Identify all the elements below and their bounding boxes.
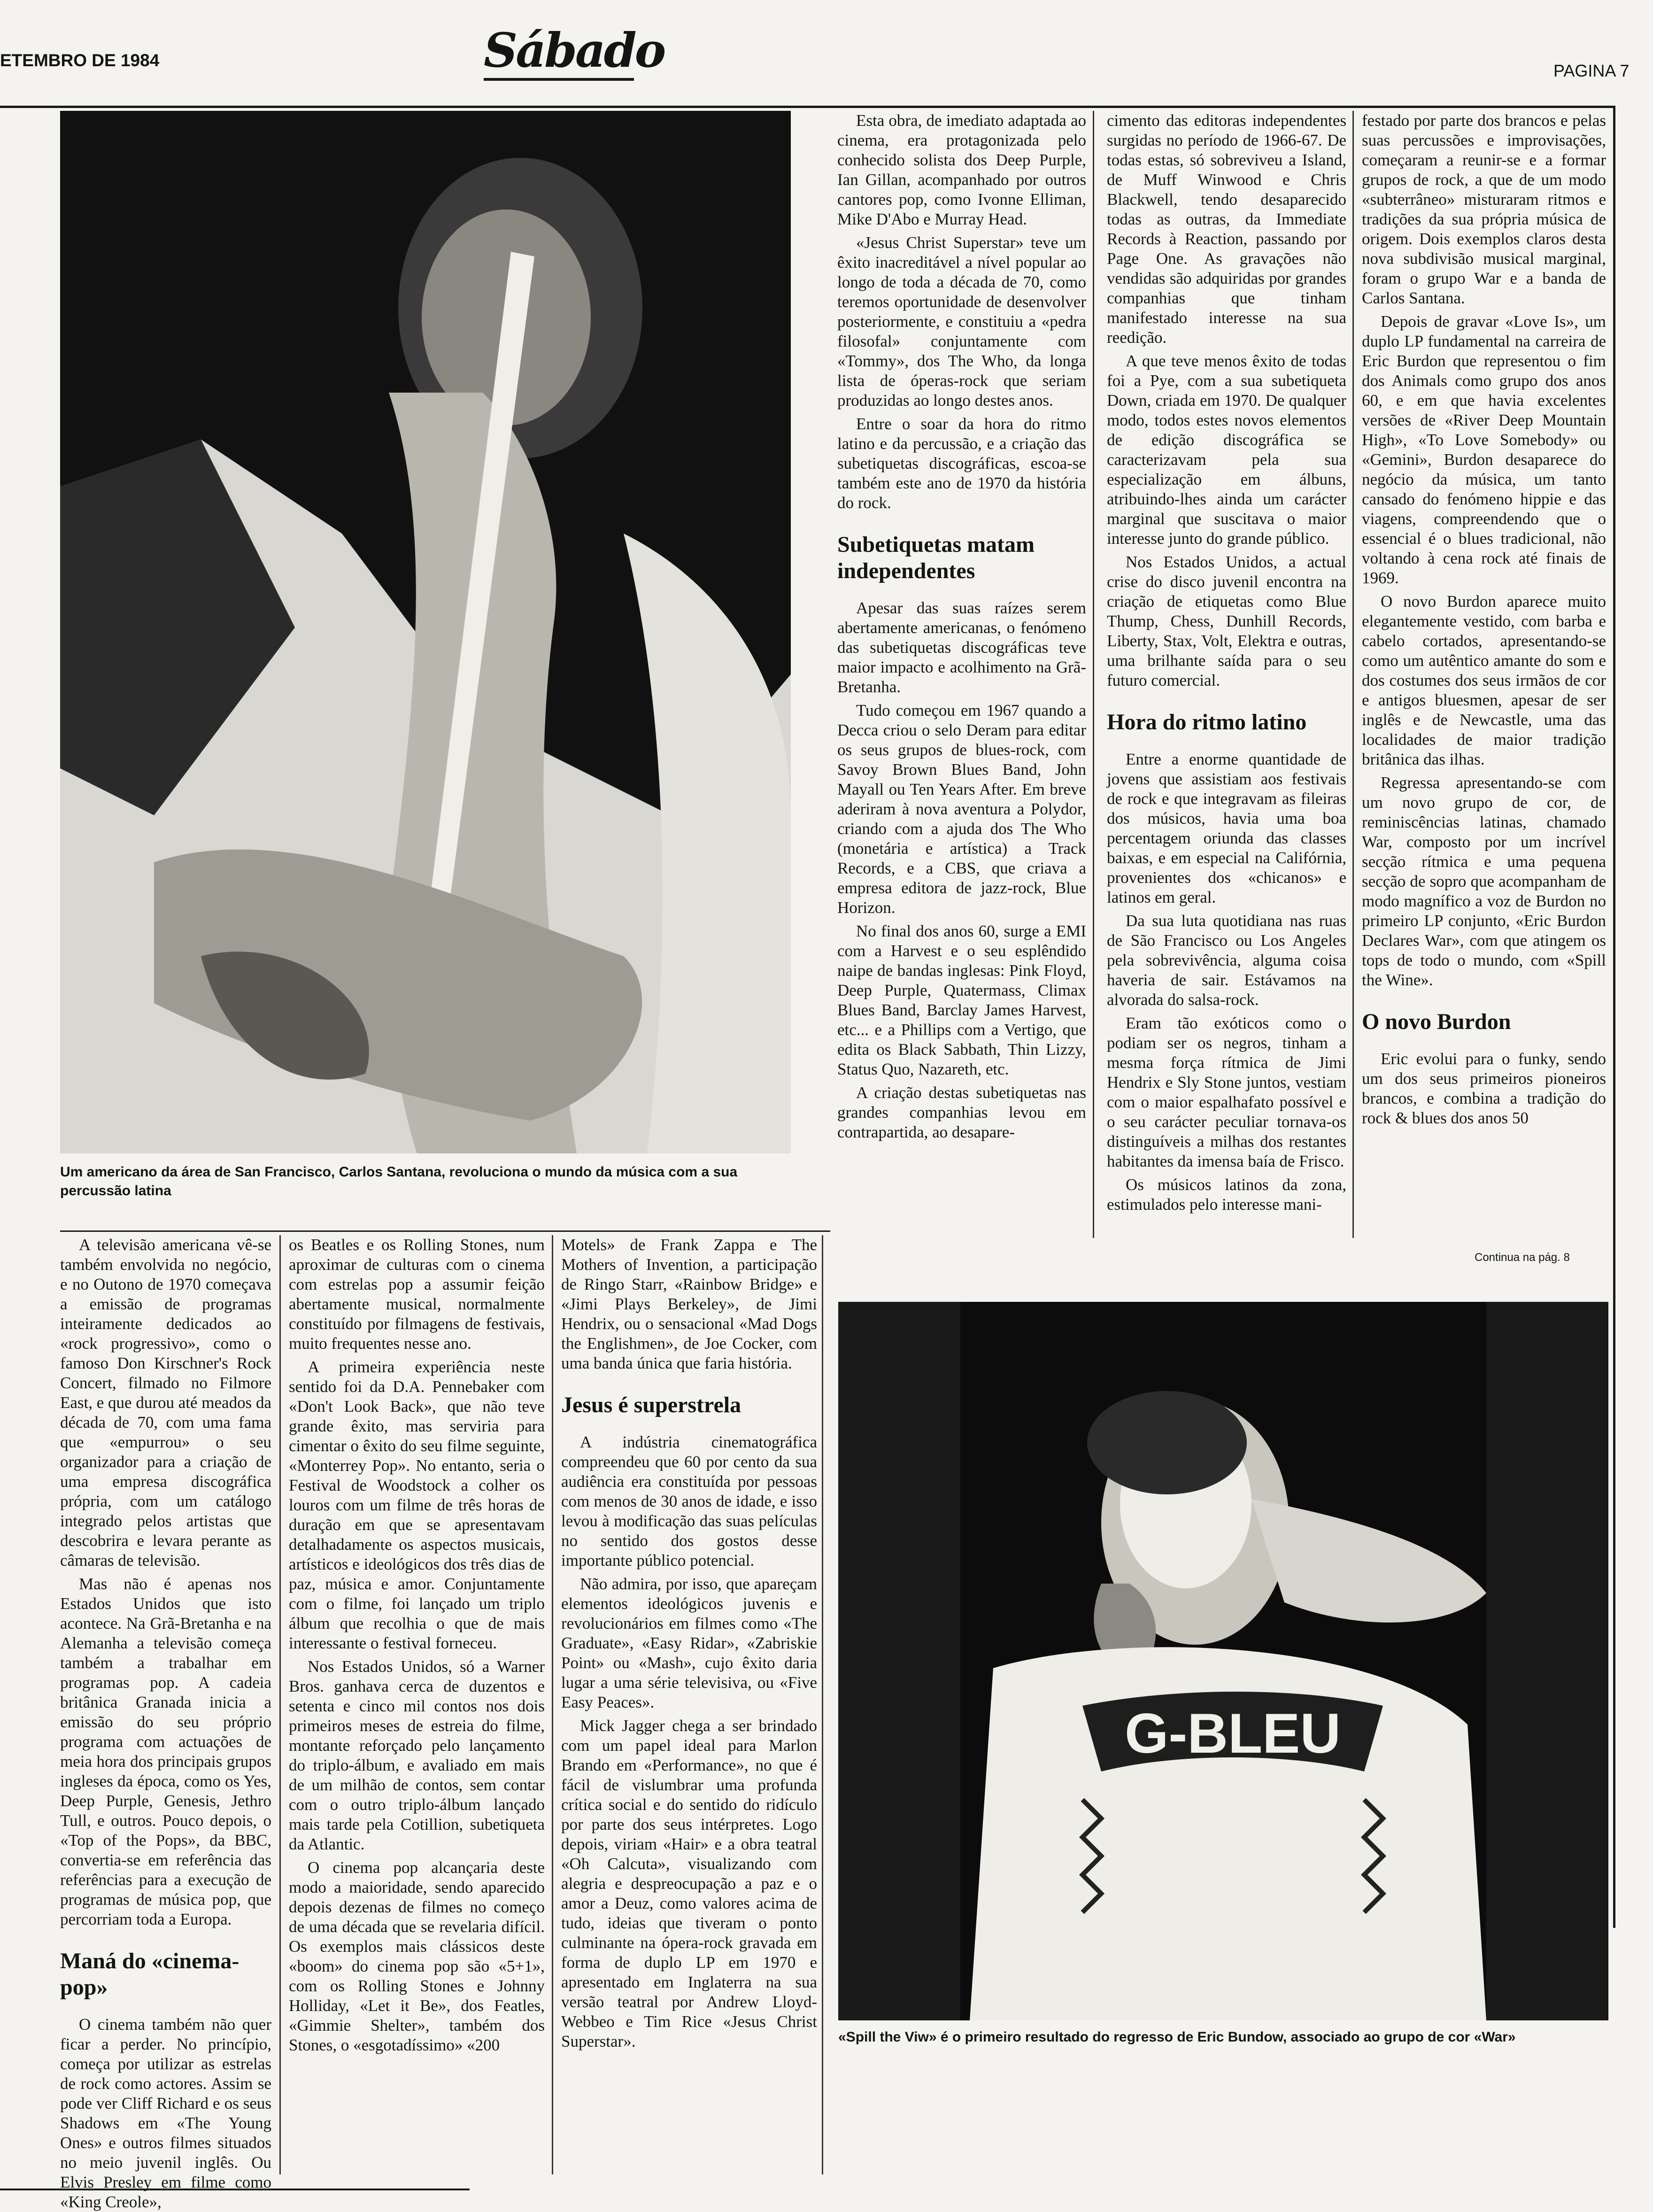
col-b-paragraph: Entre a enorme quantidade de jovens que assistiam aos festivais de rock e que integravam as fileiras dos músicos, havia uma boa percentagem oriunda das classes baixas, e em especial na Califórnia, provenientes dos «chicanos» e latinos em geral. xyxy=(1107,750,1346,906)
divider-1 xyxy=(1093,111,1094,1238)
col-a-paragraph: Entre o soar da hora do ritmo latino e da percussão, e a criação das subetiquetas discográficas, escoa-se também este ano de 1970 da história do rock. xyxy=(837,415,1086,512)
col-d-paragraph: O cinema também não quer ficar a perder. No princípio, começa por utilizar as estrelas de rock como actores. Assim se pode ver Cliff Richard e os seus Shadows em «The Young Ones» e outros filmes situados no meio juvenil inglês. Ou Elvis Presley em filme como «King Creole», xyxy=(60,2015,271,2211)
col-c-paragraph: O novo Burdon aparece muito elegantemente vestido, com barba e cabelo cortados, apresentando-se como um autêntico amante do som e dos costumes dos seus irmãos de cor e antigos bluesmen, apesar de ser inglês e de Newcastle, uma das localidades de maior tradição britânica das ilhas. xyxy=(1362,592,1606,768)
masthead-underline xyxy=(484,78,634,81)
col-f-paragraph: Motels» de Frank Zappa e The Mothers of Invention, a participação de Ringo Starr, «Rainbow Bridge» e «Jimi Plays Berkeley», de Jimi Hendrix, ou o sensacional «Mad Dogs the Englishmen», de Joe Cocker, com uma banda única que faria história. xyxy=(561,1236,817,1372)
santana-photo-graphic xyxy=(60,111,791,1153)
col-e-paragraph: Nos Estados Unidos, só a Warner Bros. ganhava cerca de duzentos e setenta e cinco mil contos nos dois primeiros meses de estreia do filme, montante reforçado pelo lançamento do triplo-álbum, e avaliado em mais de um milhão de contos, sem contar com o outro triplo-álbum lançado mais tarde pela Cotillion, subetiqueta da Atlantic. xyxy=(289,1657,545,1853)
col-e-paragraph: A primeira experiência neste sentido foi da D.A. Pennebaker com «Don't Look Back», que não teve grande êxito, mas serviria para cimentar o êxito do seu filme seguinte, «Monterrey Pop». No entanto, seria o Festival de Woodstock a colher os louros com um filme de três horas de duração em que se apresentavam detalhadamente os aspectos musicais, artísticos e ideológicos dos três dias de paz, música e amor. Conjuntamente com o filme, foi lançado um triplo álbum que recolhia o que de mais interessante o festival forneceu. xyxy=(289,1358,545,1652)
header-date: ETEMBRO DE 1984 xyxy=(0,51,160,70)
col-d-paragraph: Mas não é apenas nos Estados Unidos que isto acontece. Na Grã-Bretanha e na Alemanha a televisão começa também a trabalhar em programas pop. A cadeia britânica Granada inicia a emissão do seu próprio programa com actuações de meia hora dos principais grupos ingleses da época, como os Yes, Deep Purple, Genesis, Jethro Tull, e outros. Pouco depois, o «Top of the Pops», da BBC, convertia-se em referência das referências para a execução de programas de música pop, que percorriam toda a Europa. xyxy=(60,1575,271,1928)
divider-3 xyxy=(279,1235,281,2174)
col-b-paragraph: cimento das editoras independentes surgidas no período de 1966-67. De todas estas, só sobreviveu a Island, de Muff Winwood e Chris Blackwell, tendo desaparecido todas as outras, da Immediate Records à Reaction, passando por Page One. As gravações não vendidas são adquiridas por grandes companhias que tinham manifestado interesse na sua reedição. xyxy=(1107,111,1346,347)
col-a-paragraph: Apesar das suas raízes serem abertamente americanas, o fenómeno das subetiquetas discográficas teve maior impacto e acolhimento na Grã-Bretanha. xyxy=(837,599,1086,696)
frame-right-rule xyxy=(1613,106,1615,1928)
col-b-paragraph: A que teve menos êxito de todas foi a Pye, com a sua subetiqueta Down, criada em 1970. De qualquer modo, todos estes novos elementos de edição discográfica se caracterizavam pela sua especialização em álbuns, atribuindo-lhes ainda um carácter marginal que suscitava o maior interesse junto do grande público. xyxy=(1107,352,1346,548)
col-f-paragraph: Não admira, por isso, que apareçam elementos ideológicos juvenis e revolucionários em filmes como «The Graduate», «Easy Ridar», «Zabriskie Point» ou «Mash», cujo êxito daria lugar a uma série televisiva, ou «Five Easy Peaces». xyxy=(561,1575,817,1711)
masthead-logo: Sábado xyxy=(484,23,664,78)
divider-2 xyxy=(1352,111,1354,1238)
col-d-paragraph: A televisão americana vê-se também envolvida no negócio, e no Outono de 1970 começava a emissão de programas inteiramente dedicados ao «rock progressivo», como o famoso Don Kirschner's Rock Concert, filmado no Filmore East, e que durou até meados da década de 70, com uma fama que «empurrou» o seu organizador para a criação de uma empresa discográfica própria, com um catálogo integrado pelos artistas que descobrira e levara perante as câmaras de televisão. xyxy=(60,1236,271,1570)
article-column-e xyxy=(289,1235,545,2179)
eric-burdon-photo-graphic xyxy=(838,1302,1608,2020)
santana-photo xyxy=(60,111,791,1153)
mid-rule xyxy=(60,1230,830,1232)
page-number: PAGINA 7 xyxy=(1553,61,1630,80)
col-c-paragraph: festado por parte dos brancos e pelas suas percussões e improvisações, começaram a reunir-se e a formar grupos de rock, a que de um modo «subterrâneo» misturaram ritmos e tradições da sua própria música de origem. Dois exemplos claros desta nova subdivisão musical marginal, foram o grupo War e a banda de Carlos Santana. xyxy=(1362,111,1606,307)
col-f-paragraph: Mick Jagger chega a ser brindado com um papel ideal para Marlon Brando em «Performance», no que é fácil de vislumbrar uma profunda crítica social e do sentido do ridículo por parte dos seus intérpretes. Logo depois, viriam «Hair» e a obra teatral «Oh Calcuta», visualizando com alegria e despreocupação a paz e o amor a Deuz, como valores acima de tudo, ideias que tiveram o ponto culminante na ópera-rock gravada em forma de duplo LP em 1970 e apresentado em Inglaterra na sua versão teatral por Andrew Lloyd-Webbeo e Tim Rice «Jesus Christ Superstar». xyxy=(561,1717,817,2050)
heading-novo-burdon: O novo Burdon xyxy=(1362,1009,1511,1034)
col-a-paragraph: Tudo começou em 1967 quando a Decca criou o selo Deram para editar os seus grupos de blues-rock, com Savoy Brown Blues Band, John Mayall ou Ten Years After. Em breve aderiram à nova aventura a Polydor, criando com a ajuda dos The Who (monetária e artística) a Track Records, e a CBS, que criava a empresa editora de jazz-rock, Blue Horizon. xyxy=(837,701,1086,917)
burdon-caption: «Spill the Viw» é o primeiro resultado do regresso de Eric Bundow, associado ao grupo de cor «War» xyxy=(838,2029,1516,2045)
article-column-f xyxy=(561,1235,817,2179)
eric-burdon-photo xyxy=(838,1302,1608,2020)
article-column-c xyxy=(1362,111,1606,1233)
col-b-paragraph: Nos Estados Unidos, a actual crise do disco juvenil encontra na criação de etiquetas como Blue Thump, Chess, Dunhill Records, Liberty, Stax, Volt, Elektra e outras, uma brilhante saída para o seu futuro comercial. xyxy=(1107,553,1346,689)
col-b-paragraph: Os músicos latinos da zona, estimulados pelo interesse mani- xyxy=(1107,1176,1346,1214)
col-c-paragraph: Depois de gravar «Love Is», um duplo LP fundamental na carreira de Eric Burdon que representou o fim dos Animals como grupo dos anos 60, e em que havia excelentes versões de «River Deep Mountain High», «To Love Somebody» ou «Gemini», Burdon desaparece do negócio da música, um tanto cansado do fenómeno hippie e das viagens, compreendendo que o essencial é o blues tradicional, não voltando à cena rock até finais de 1969. xyxy=(1362,312,1606,587)
heading-jesus-superstrela: Jesus é superstrela xyxy=(561,1392,742,1417)
article-column-d xyxy=(60,1235,271,2211)
heading-mana-cinema-pop: Maná do «cinema-pop» xyxy=(60,1949,239,2000)
col-f-paragraph: A indústria cinematográfica compreendeu que 60 por cento da sua audiência era constituída por pessoas com menos de 30 anos de idade, e isso levou à modificação das suas películas no sentido dos gostos desse importante público potencial. xyxy=(561,1433,817,1570)
col-a-paragraph: «Jesus Christ Superstar» teve um êxito inacreditável a nível popular ao longo de toda a década de 70, como teremos oportunidade de desenvolver posteriormente, e constituiu a «pedra filosofal» conjuntamente com «Tommy», dos The Who, da longa lista de óperas-rock que seriam produzidas ao longo destes anos. xyxy=(837,233,1086,410)
top-rule xyxy=(0,106,1615,108)
article-column-a xyxy=(837,111,1086,1243)
col-b-paragraph: Eram tão exóticos como o podiam ser os negros, tinham a mesma força rítmica de Jimi Hendrix e Sly Stone juntos, vestiam com o maior espalhafato possível e o seu carácter peculiar tornava-os distinguíveis a milhas dos restantes habitantes da imensa baía de Frisco. xyxy=(1107,1014,1346,1170)
heading-subetiquetas: Subetiquetas matam independentes xyxy=(837,532,1035,583)
col-b-paragraph: Da sua luta quotidiana nas ruas de São Francisco ou Los Angeles pela sobrevivência, alguma coisa haveria de sair. Estávamos na alvorada do salsa-rock. xyxy=(1107,912,1346,1009)
col-e-paragraph: os Beatles e os Rolling Stones, num aproximar de culturas com o cinema com estrelas pop a assumir feição abertamente musical, normalmente constituído por filmagens de festivais, muito frequentes nesse ano. xyxy=(289,1236,545,1353)
shirt-lettering: G-BLEU xyxy=(1125,1702,1341,1765)
heading-hora-ritmo-latino: Hora do ritmo latino xyxy=(1107,710,1307,735)
divider-4 xyxy=(552,1235,553,2174)
col-c-paragraph: Eric evolui para o funky, sendo um dos seus primeiros pioneiros brancos, e combina a tradição do rock & blues dos anos 50 xyxy=(1362,1050,1606,1127)
santana-caption: Um americano da área de San Francisco, Carlos Santana, revoluciona o mundo da música com a sua percussão latina xyxy=(60,1164,738,1199)
continued-note: Continua na pág. 8 xyxy=(1475,1251,1570,1264)
divider-5 xyxy=(822,1235,823,2174)
col-e-paragraph: O cinema pop alcançaria deste modo a maioridade, sendo aparecido depois dezenas de filmes no começo de uma década que se revelaria difícil. Os exemplos mais clássicos deste «boom» do cinema pop são «5+1», com os Rolling Stones e Johnny Holliday, «Let it Be», dos Featles, «Gimmie Shelter», também dos Stones, o «esgotadíssimo» «200 xyxy=(289,1858,545,2054)
article-column-b xyxy=(1107,111,1346,1243)
col-a-paragraph: No final dos anos 60, surge a EMI com a Harvest e o seu esplêndido naipe de bandas inglesas: Pink Floyd, Deep Purple, Quatermass, Climax Blues Band, Barclay James Harvest, etc... e a Phillips com a Vertigo, que edita os Black Sabbath, Thin Lizzy, Status Quo, Nazareth, etc. xyxy=(837,922,1086,1078)
col-a-paragraph: A criação destas subetiquetas nas grandes companhias levou em contrapartida, ao desapare- xyxy=(837,1083,1086,1141)
col-a-paragraph: Esta obra, de imediato adaptada ao cinema, era protagonizada pelo conhecido solista dos Deep Purple, Ian Gillan, acompanhado por outros cantores pop, como Ivonne Elliman, Mike D'Abo e Murray Head. xyxy=(837,111,1086,228)
col-c-paragraph: Regressa apresentando-se com um novo grupo de cor, de reminiscências latinas, chamado War, composto por um incrível secção rítmica e uma pequena secção de sopro que acompanham de modo magnífico a voz de Burdon no primeiro LP conjunto, «Eric Burdon Declares War», com que atingem os tops de todo o mundo, com «Spill the Wine». xyxy=(1362,773,1606,989)
